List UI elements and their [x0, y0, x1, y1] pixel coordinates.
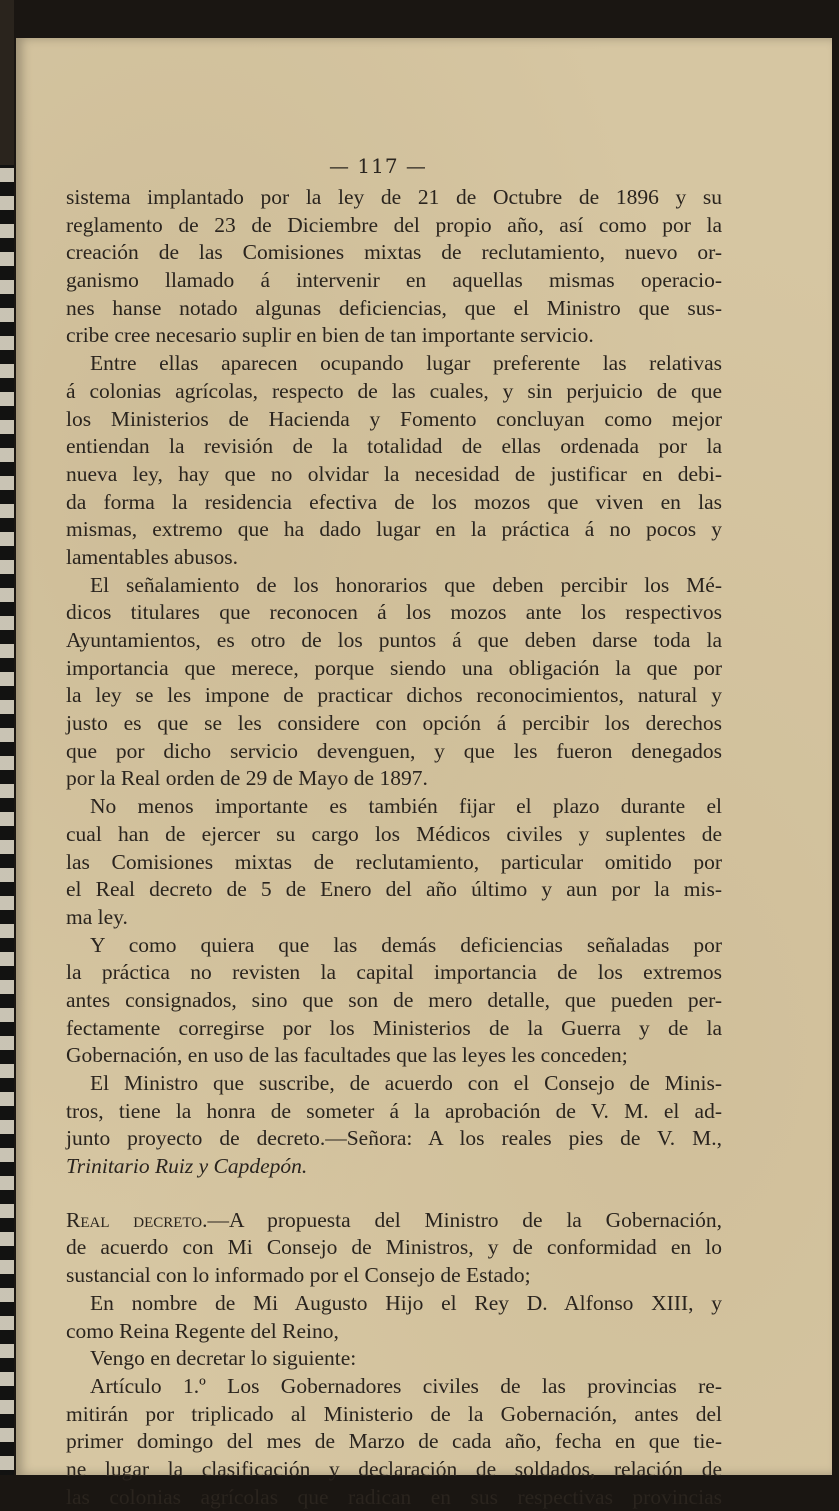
text-line: ganismo llamado á intervenir en aquellas mismas operacio- — [66, 268, 722, 293]
text-line: las Comisiones mixtas de reclutamiento, particular omitido por — [66, 849, 722, 874]
text-line: El señalamiento de los honorarios que deben percibir los Mé- — [90, 572, 722, 597]
text-line: entiendan la revisión de la totalidad de ellas ordenada por la — [66, 434, 722, 459]
text-line: los Ministerios de Hacienda y Fomento concluyan como mejor — [66, 406, 722, 431]
text-line: importancia que merece, porque siendo una obligación la que por — [66, 655, 722, 680]
text-line: ma ley. — [66, 904, 128, 929]
text-line: No menos importante es también fijar el plazo durante el — [90, 794, 722, 819]
text-line: la ley se les impone de practicar dichos reconocimientos, natural y — [66, 683, 722, 708]
text-line: fectamente corregirse por los Ministerios de la Guerra y de la — [66, 1015, 722, 1040]
text-line: la práctica no revisten la capital importancia de los extremos — [66, 960, 722, 985]
text-line: antes consignados, sino que son de mero detalle, que pueden per- — [66, 987, 722, 1012]
book-page — [16, 38, 832, 1509]
page-body — [66, 184, 722, 1511]
text-line: da forma la residencia efectiva de los mozos que viven en las — [66, 489, 722, 514]
decree-line: las colonias agrícolas que radican en sus respectivas provincias — [66, 1484, 722, 1509]
text-line: nueva ley, hay que no olvidar la necesidad de justificar en debi- — [66, 461, 722, 486]
text-line: á colonias agrícolas, respecto de las cuales, y sin perjuicio de que — [66, 378, 722, 403]
decree-line: sustancial con lo informado por el Consejo de Estado; — [66, 1263, 531, 1288]
text-line: junto proyecto de decreto.—Señora: A los reales pies de V. M., — [66, 1126, 722, 1151]
decree-line: de acuerdo con Mi Consejo de Ministros, y de conformidad en lo — [66, 1235, 722, 1260]
decree-first-line — [66, 1207, 722, 1235]
text-line: El Ministro que suscribe, de acuerdo con el Consejo de Minis- — [90, 1071, 722, 1095]
text-line: dicos titulares que reconocen á los mozos ante los respectivos — [66, 600, 722, 625]
text-line: Gobernación, en uso de las facultades que las leyes les conceden; — [66, 1043, 628, 1068]
text-line: el Real decreto de 5 de Enero del año último y aun por la mis- — [66, 877, 722, 902]
binding-shadow — [0, 0, 14, 165]
signature: Trinitario Ruiz y Capdepón. — [66, 1154, 308, 1179]
decree-line: mitirán por triplicado al Ministerio de la Gobernación, antes del — [66, 1401, 722, 1426]
section-gap — [66, 1181, 722, 1207]
text-line: tros, tiene la honra de someter á la aprobación de V. M. el ad- — [66, 1098, 722, 1123]
decree-line: Artículo 1.º Los Gobernadores civiles de las provincias re- — [90, 1373, 722, 1398]
text-line: por la Real orden de 29 de Mayo de 1897. — [66, 766, 428, 791]
text-line: creación de las Comisiones mixtas de reclutamiento, nuevo or- — [66, 240, 722, 265]
text-line: lamentables abusos. — [66, 544, 238, 569]
decree-line: como Reina Regente del Reino, — [66, 1318, 339, 1343]
decree-line: ne lugar la clasificación y declaración de soldados, relación de — [66, 1456, 722, 1481]
decree-first-line-text: —A propuesta del Ministro de la Gobernación, — [207, 1207, 722, 1232]
text-line: reglamento de 23 de Diciembre del propio año, así como por la — [66, 212, 722, 237]
page-number: — 117 — — [329, 154, 427, 178]
text-line: Y como quiera que las demás deficiencias señaladas por — [90, 932, 722, 957]
decree-line: primer domingo del mes de Marzo de cada año, fecha en que tie- — [66, 1429, 722, 1454]
text-line: Entre ellas aparecen ocupando lugar preferente las relativas — [90, 351, 722, 376]
decree-line: En nombre de Mi Augusto Hijo el Rey D. Alfonso XIII, y — [90, 1290, 722, 1315]
text-line: justo es que se les considere con opción á percibir los derechos — [66, 711, 722, 736]
decree-heading: Real decreto. — [66, 1207, 208, 1232]
text-line: cribe cree necesario suplir en bien de tan importante servicio. — [66, 323, 594, 348]
adjacent-page-edge — [0, 0, 14, 1475]
text-line: que por dicho servicio devenguen, y que les fueron denegados — [66, 738, 722, 763]
text-line: nes hanse notado algunas deficiencias, que el Ministro que sus- — [66, 295, 722, 320]
text-line: mismas, extremo que ha dado lugar en la práctica á no pocos y — [66, 517, 722, 542]
text-line: Ayuntamientos, es otro de los puntos á que deben darse toda la — [66, 628, 722, 652]
royal-decree — [66, 1207, 722, 1511]
text-line: sistema implantado por la ley de 21 de Octubre de 1896 y su — [66, 185, 722, 209]
paragraph-lines — [66, 184, 722, 1153]
decree-line: Vengo en decretar lo siguiente: — [90, 1346, 357, 1371]
text-line: cual han de ejercer su cargo los Médicos civiles y suplentes de — [66, 821, 722, 846]
